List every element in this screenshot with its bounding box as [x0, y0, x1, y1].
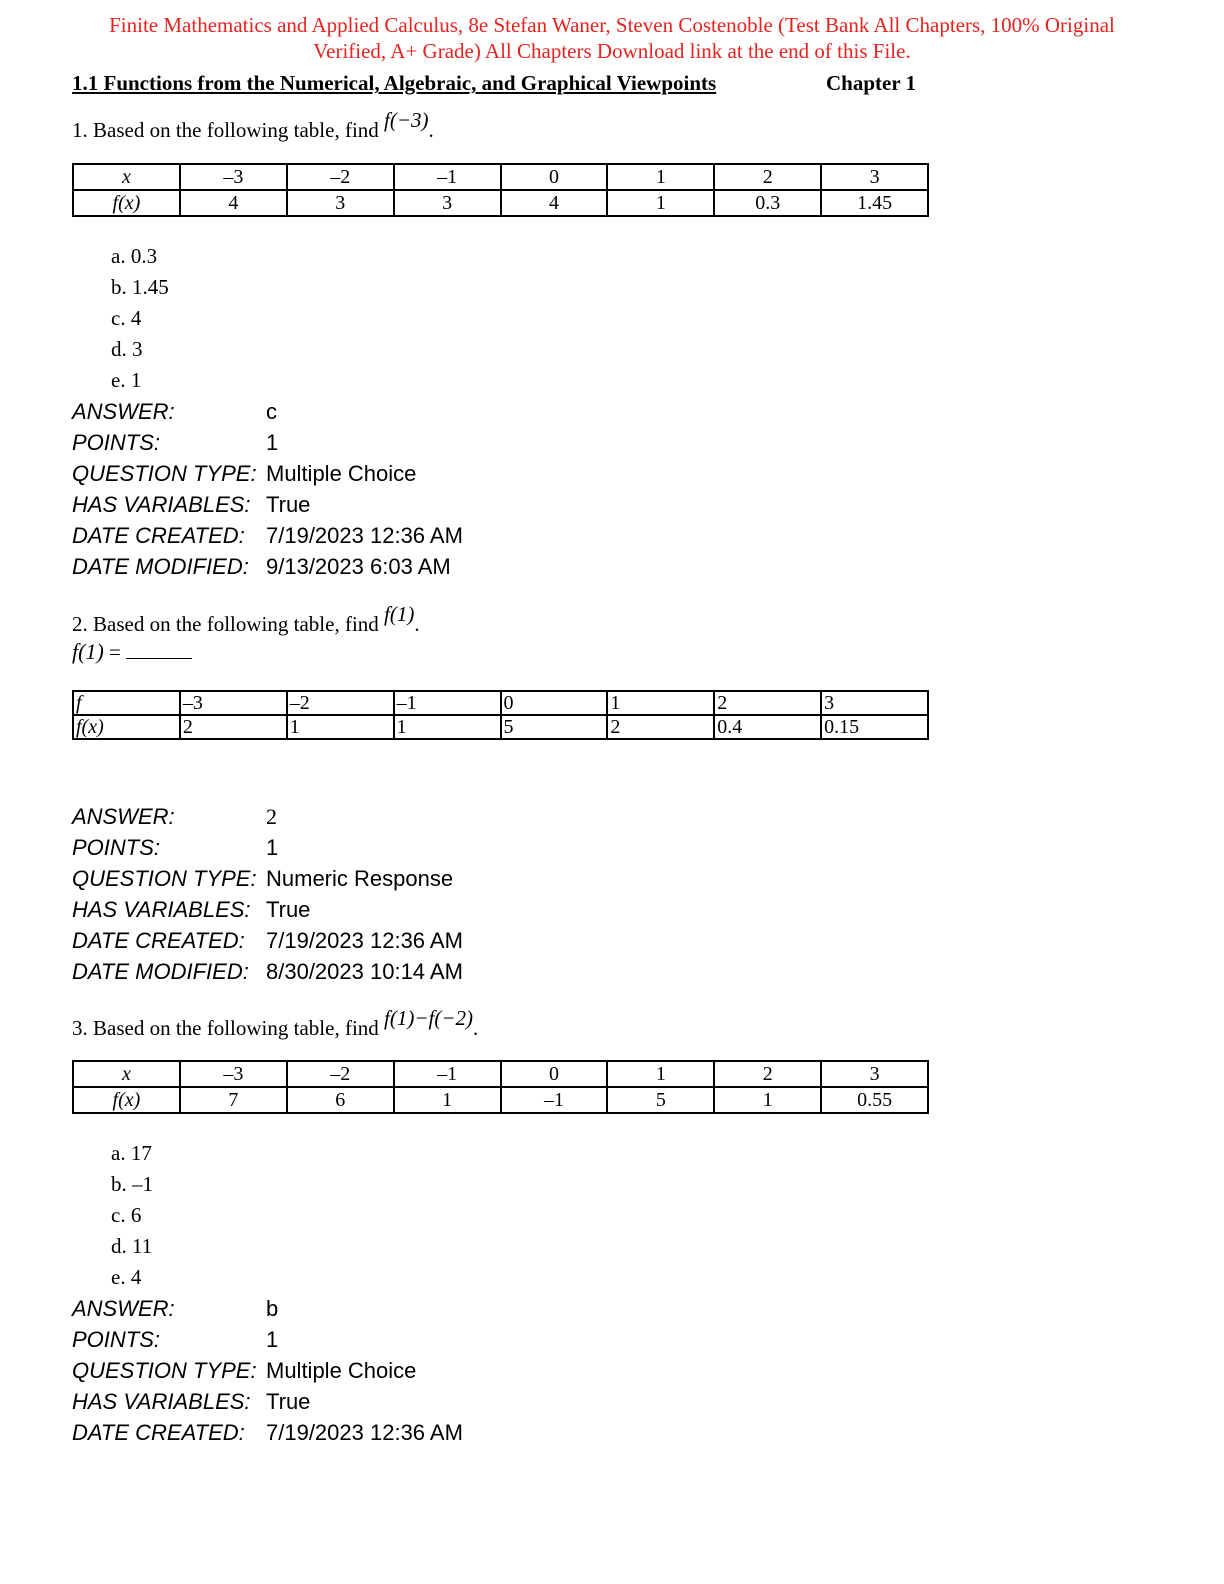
- meta-key: DATE CREATED:: [72, 1420, 245, 1445]
- table-cell: 7: [180, 1087, 287, 1113]
- meta-points: [72, 427, 463, 458]
- meta-created: [72, 1417, 463, 1448]
- meta-key: QUESTION TYPE:: [72, 1358, 257, 1383]
- answer-blank[interactable]: [126, 638, 192, 659]
- meta-value: c: [266, 399, 277, 424]
- meta-type: [72, 458, 463, 489]
- banner: [60, 12, 1164, 64]
- choice-c: c. 6: [111, 1203, 142, 1227]
- meta-answer: [72, 1293, 463, 1324]
- table-header-x: x: [73, 1061, 180, 1087]
- meta-answer: [72, 396, 463, 427]
- table-cell: 2: [714, 164, 821, 190]
- question-1-choices: [111, 241, 169, 396]
- meta-key: POINTS:: [72, 1327, 161, 1352]
- meta-points: [72, 1324, 463, 1355]
- table-cell: 5: [607, 1087, 714, 1113]
- table-header-f: f: [73, 691, 180, 715]
- table-cell: –3: [180, 164, 287, 190]
- table-cell: –1: [394, 164, 501, 190]
- meta-value: b: [266, 1296, 279, 1321]
- meta-modified: [72, 956, 463, 987]
- banner-line-2: Verified, A+ Grade) All Chapters Download link at the end of this File.: [313, 39, 911, 63]
- table-cell: 0.15: [821, 715, 928, 739]
- choice-d: d. 11: [111, 1234, 153, 1258]
- question-1-prompt: 1. Based on the following table, find f(−3).: [72, 108, 434, 142]
- meta-vars: [72, 489, 463, 520]
- fill-equals: =: [109, 640, 121, 664]
- choice-d: d. 3: [111, 337, 143, 361]
- table-cell: –1: [394, 1061, 501, 1087]
- table-cell: 6: [287, 1087, 394, 1113]
- question-3-meta: [72, 1293, 463, 1448]
- question-3-expression: f(1)−f(−2): [384, 1006, 474, 1030]
- table-cell: 1: [607, 1061, 714, 1087]
- question-3-prompt: 3. Based on the following table, find f(1)−f(−2).: [72, 1006, 479, 1040]
- question-1-table: [72, 163, 929, 217]
- meta-points: [72, 832, 463, 863]
- table-row: [73, 715, 928, 739]
- table-cell: 4: [501, 190, 608, 216]
- meta-vars: [72, 894, 463, 925]
- banner-line-1: Finite Mathematics and Applied Calculus, 8e Stefan Waner, Steven Costenoble (Test Bank All Chapters, 100% Original: [109, 13, 1115, 37]
- table-cell: 0: [501, 691, 608, 715]
- meta-key: DATE MODIFIED:: [72, 959, 249, 984]
- meta-key: ANSWER:: [72, 804, 175, 829]
- meta-value: 2: [266, 804, 277, 829]
- table-header-fx: f(x): [73, 190, 180, 216]
- table-cell: 4: [180, 190, 287, 216]
- question-2-text: 2. Based on the following table, find: [72, 612, 379, 636]
- meta-value: Numeric Response: [266, 866, 454, 891]
- question-3-choices: [111, 1138, 153, 1293]
- table-header-x: x: [73, 164, 180, 190]
- question-2-table: [72, 690, 929, 740]
- meta-type: [72, 1355, 463, 1386]
- choice-e: e. 1: [111, 368, 142, 392]
- chapter-label: Chapter 1: [826, 71, 917, 95]
- meta-type: [72, 863, 463, 894]
- meta-value: 1: [266, 1327, 279, 1352]
- table-row: [73, 164, 928, 190]
- meta-key: ANSWER:: [72, 1296, 175, 1321]
- table-row: [73, 1087, 928, 1113]
- table-cell: –2: [287, 1061, 394, 1087]
- question-1-expression: f(−3): [384, 108, 429, 132]
- table-cell: 0.55: [821, 1087, 928, 1113]
- choice-a: a. 0.3: [111, 244, 158, 268]
- choice-a: a. 17: [111, 1141, 152, 1165]
- table-cell: 1.45: [821, 190, 928, 216]
- table-cell: 3: [287, 190, 394, 216]
- question-2-expression: f(1): [384, 602, 415, 626]
- meta-value: Multiple Choice: [266, 1358, 417, 1383]
- table-cell: –1: [394, 691, 501, 715]
- table-cell: 1: [607, 691, 714, 715]
- choice-e: e. 4: [111, 1265, 142, 1289]
- table-cell: 2: [714, 1061, 821, 1087]
- table-cell: 1: [714, 1087, 821, 1113]
- table-cell: –3: [180, 691, 287, 715]
- meta-value: True: [266, 897, 311, 922]
- table-cell: 3: [394, 190, 501, 216]
- meta-value: 7/19/2023 12:36 AM: [266, 1420, 463, 1445]
- question-2-meta: [72, 801, 463, 987]
- table-cell: 1: [394, 715, 501, 739]
- table-cell: 2: [607, 715, 714, 739]
- meta-modified: [72, 551, 463, 582]
- meta-key: POINTS:: [72, 430, 161, 455]
- meta-key: DATE CREATED:: [72, 523, 245, 548]
- question-3-table: [72, 1060, 929, 1114]
- meta-created: [72, 925, 463, 956]
- meta-value: 9/13/2023 6:03 AM: [266, 554, 451, 579]
- question-2-prompt: 2. Based on the following table, find f(1).: [72, 602, 420, 636]
- table-cell: –2: [287, 164, 394, 190]
- meta-answer: [72, 801, 463, 832]
- meta-key: DATE CREATED:: [72, 928, 245, 953]
- table-cell: 0: [501, 1061, 608, 1087]
- meta-key: DATE MODIFIED:: [72, 554, 249, 579]
- question-2-fill: [72, 638, 192, 665]
- meta-key: POINTS:: [72, 835, 161, 860]
- meta-key: ANSWER:: [72, 399, 175, 424]
- table-cell: –2: [287, 691, 394, 715]
- table-cell: 3: [821, 691, 928, 715]
- table-row: [73, 190, 928, 216]
- meta-value: 8/30/2023 10:14 AM: [266, 959, 463, 984]
- table-cell: 1: [607, 190, 714, 216]
- meta-key: HAS VARIABLES:: [72, 1389, 251, 1414]
- meta-key: HAS VARIABLES:: [72, 492, 251, 517]
- meta-key: QUESTION TYPE:: [72, 866, 257, 891]
- table-cell: –3: [180, 1061, 287, 1087]
- question-1-meta: [72, 396, 463, 582]
- table-row: [73, 1061, 928, 1087]
- meta-value: 1: [266, 430, 279, 455]
- table-cell: 2: [180, 715, 287, 739]
- section-title: 1.1 Functions from the Numerical, Algebraic, and Graphical Viewpoints: [72, 71, 717, 95]
- meta-key: HAS VARIABLES:: [72, 897, 251, 922]
- table-cell: 0.3: [714, 190, 821, 216]
- fill-expression: f(1): [72, 639, 104, 664]
- choice-b: b. 1.45: [111, 275, 169, 299]
- table-cell: 3: [821, 1061, 928, 1087]
- table-cell: 0.4: [714, 715, 821, 739]
- choice-c: c. 4: [111, 306, 142, 330]
- table-cell: 3: [821, 164, 928, 190]
- meta-value: 1: [266, 835, 279, 860]
- table-row: [73, 691, 928, 715]
- table-cell: 2: [714, 691, 821, 715]
- table-cell: 1: [287, 715, 394, 739]
- meta-vars: [72, 1386, 463, 1417]
- question-3-text: 3. Based on the following table, find: [72, 1016, 379, 1040]
- meta-created: [72, 520, 463, 551]
- meta-value: 7/19/2023 12:36 AM: [266, 523, 463, 548]
- table-cell: 1: [394, 1087, 501, 1113]
- table-cell: 5: [501, 715, 608, 739]
- table-cell: 1: [607, 164, 714, 190]
- meta-value: 7/19/2023 12:36 AM: [266, 928, 463, 953]
- table-cell: 0: [501, 164, 608, 190]
- meta-value: Multiple Choice: [266, 461, 417, 486]
- meta-key: QUESTION TYPE:: [72, 461, 257, 486]
- choice-b: b. –1: [111, 1172, 153, 1196]
- table-header-fx: f(x): [73, 715, 180, 739]
- table-header-fx: f(x): [73, 1087, 180, 1113]
- meta-value: True: [266, 492, 311, 517]
- table-cell: –1: [501, 1087, 608, 1113]
- question-1-text: 1. Based on the following table, find: [72, 118, 379, 142]
- meta-value: True: [266, 1389, 311, 1414]
